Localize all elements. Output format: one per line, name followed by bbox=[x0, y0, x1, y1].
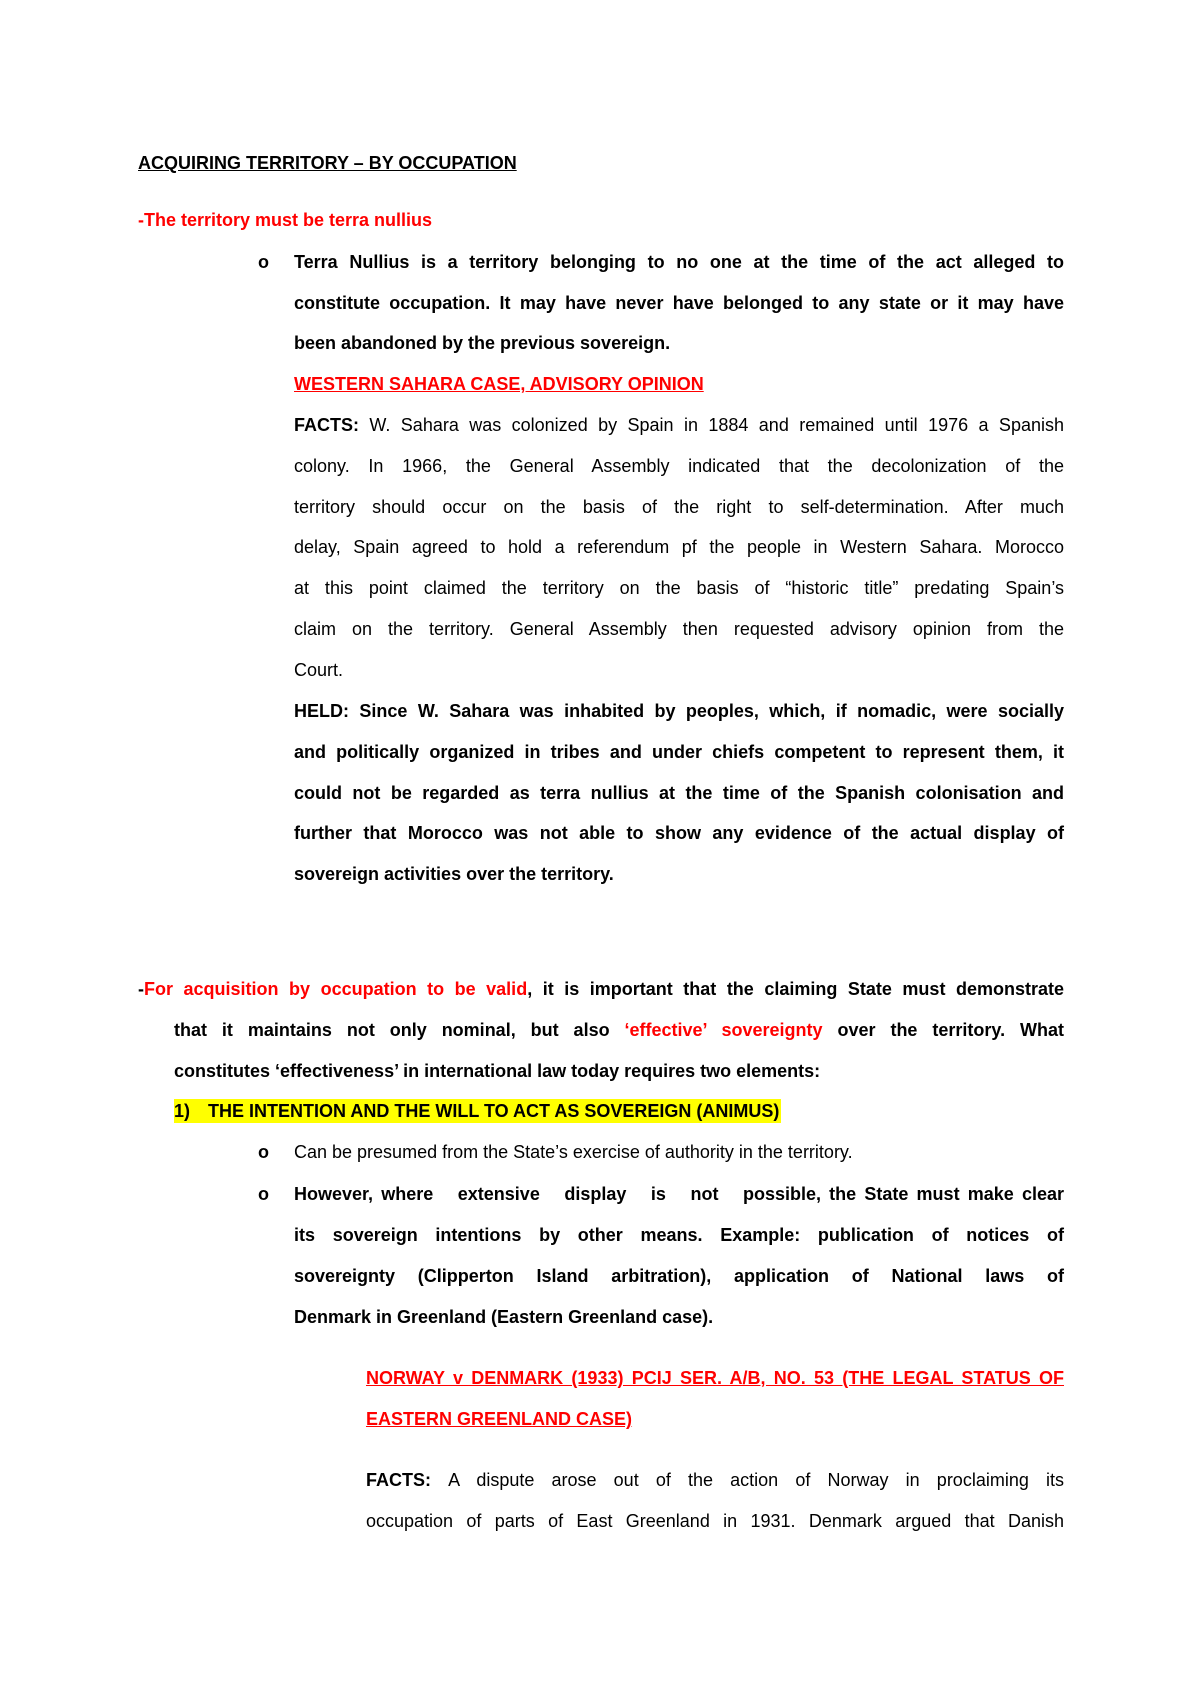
effectiveness-text: that it maintains not only nominal, but also bbox=[174, 1020, 625, 1040]
case-title-eastern-greenland: NORWAY v DENMARK (1933) PCIJ SER. A/B, NO. 53 (THE LEGAL STATUS OF bbox=[366, 1368, 1064, 1388]
facts-text: W. Sahara was colonized by Spain in 1884 and remained until 1976 a Spanish bbox=[369, 415, 1064, 435]
held-line bbox=[294, 699, 1064, 723]
facts-label: FACTS: bbox=[366, 1470, 431, 1490]
document-title: ACQUIRING TERRITORY – BY OCCUPATION bbox=[138, 153, 517, 173]
definition-line: constitute occupation. It may have never have belonged to any state or it may have bbox=[294, 293, 1064, 313]
facts-line bbox=[366, 1468, 1064, 1492]
facts-line bbox=[294, 413, 1064, 437]
effectiveness-text: , it is important that the claiming State must demonstrate bbox=[527, 979, 1064, 999]
held-label: HELD: bbox=[294, 701, 349, 721]
bullet-icon: o bbox=[258, 1142, 269, 1162]
facts-line: colony. In 1966, the General Assembly indicated that the decolonization of the bbox=[294, 456, 1064, 476]
bullet-text: Can be presumed from the State’s exercise of authority in the territory. bbox=[294, 1142, 853, 1162]
held-text: Since W. Sahara was inhabited by peoples, which, if nomadic, were socially bbox=[359, 701, 1064, 721]
held-line: further that Morocco was not able to show any evidence of the actual display of bbox=[294, 823, 1064, 843]
held-line: sovereign activities over the territory. bbox=[294, 864, 614, 884]
effectiveness-line bbox=[174, 1018, 1064, 1042]
facts-line: Court. bbox=[294, 660, 344, 680]
held-line: could not be regarded as terra nullius at the time of the Spanish colonisation and bbox=[294, 783, 1064, 803]
effectiveness-line bbox=[138, 977, 1064, 1001]
bullet-text: Denmark in Greenland (Eastern Greenland case). bbox=[294, 1307, 714, 1327]
bullet-text: its sovereign intentions by other means. Example: publication of notices of bbox=[294, 1225, 1064, 1245]
facts-line: claim on the territory. General Assembly then requested advisory opinion from the bbox=[294, 619, 1064, 639]
dash: - bbox=[138, 979, 144, 999]
facts-label: FACTS: bbox=[294, 415, 359, 435]
element-heading-animus bbox=[174, 1099, 781, 1123]
definition-line: Terra Nullius is a territory belonging to no one at the time of the act alleged to bbox=[294, 252, 1064, 272]
case-title-eastern-greenland: EASTERN GREENLAND CASE) bbox=[366, 1409, 633, 1429]
section-heading-terra-nullius: -The territory must be terra nullius bbox=[138, 210, 433, 230]
effectiveness-line: constitutes ‘effectiveness’ in international law today requires two elements: bbox=[174, 1061, 821, 1081]
bullet-text: sovereignty (Clipperton Island arbitration), application of National laws of bbox=[294, 1266, 1064, 1286]
valid-occupation-phrase: For acquisition by occupation to be valid bbox=[144, 979, 528, 999]
facts-line: delay, Spain agreed to hold a referendum pf the people in Western Sahara. Morocco bbox=[294, 537, 1064, 557]
facts-line: occupation of parts of East Greenland in 1931. Denmark argued that Danish bbox=[366, 1511, 1064, 1531]
bullet-icon: o bbox=[258, 1184, 269, 1204]
facts-line: at this point claimed the territory on the basis of “historic title” predating Spain’s bbox=[294, 578, 1064, 598]
facts-line: territory should occur on the basis of the right to self-determination. After much bbox=[294, 497, 1064, 517]
effective-sovereignty-phrase: ‘effective’ sovereignty bbox=[624, 1020, 823, 1040]
facts-text: A dispute arose out of the action of Norway in proclaiming its bbox=[448, 1470, 1064, 1490]
effectiveness-text: over the territory. What bbox=[822, 1020, 1064, 1040]
item-number: 1) bbox=[174, 1101, 191, 1121]
definition-line: been abandoned by the previous sovereign. bbox=[294, 333, 671, 353]
bullet-icon: o bbox=[258, 252, 269, 272]
case-title-western-sahara: WESTERN SAHARA CASE, ADVISORY OPINION bbox=[294, 374, 704, 394]
held-line: and politically organized in tribes and under chiefs competent to represent them, it bbox=[294, 742, 1064, 762]
bullet-text: However, where extensive display is not possible, the State must make clear bbox=[294, 1184, 1064, 1204]
item-title: THE INTENTION AND THE WILL TO ACT AS SOVEREIGN (ANIMUS) bbox=[208, 1101, 780, 1121]
